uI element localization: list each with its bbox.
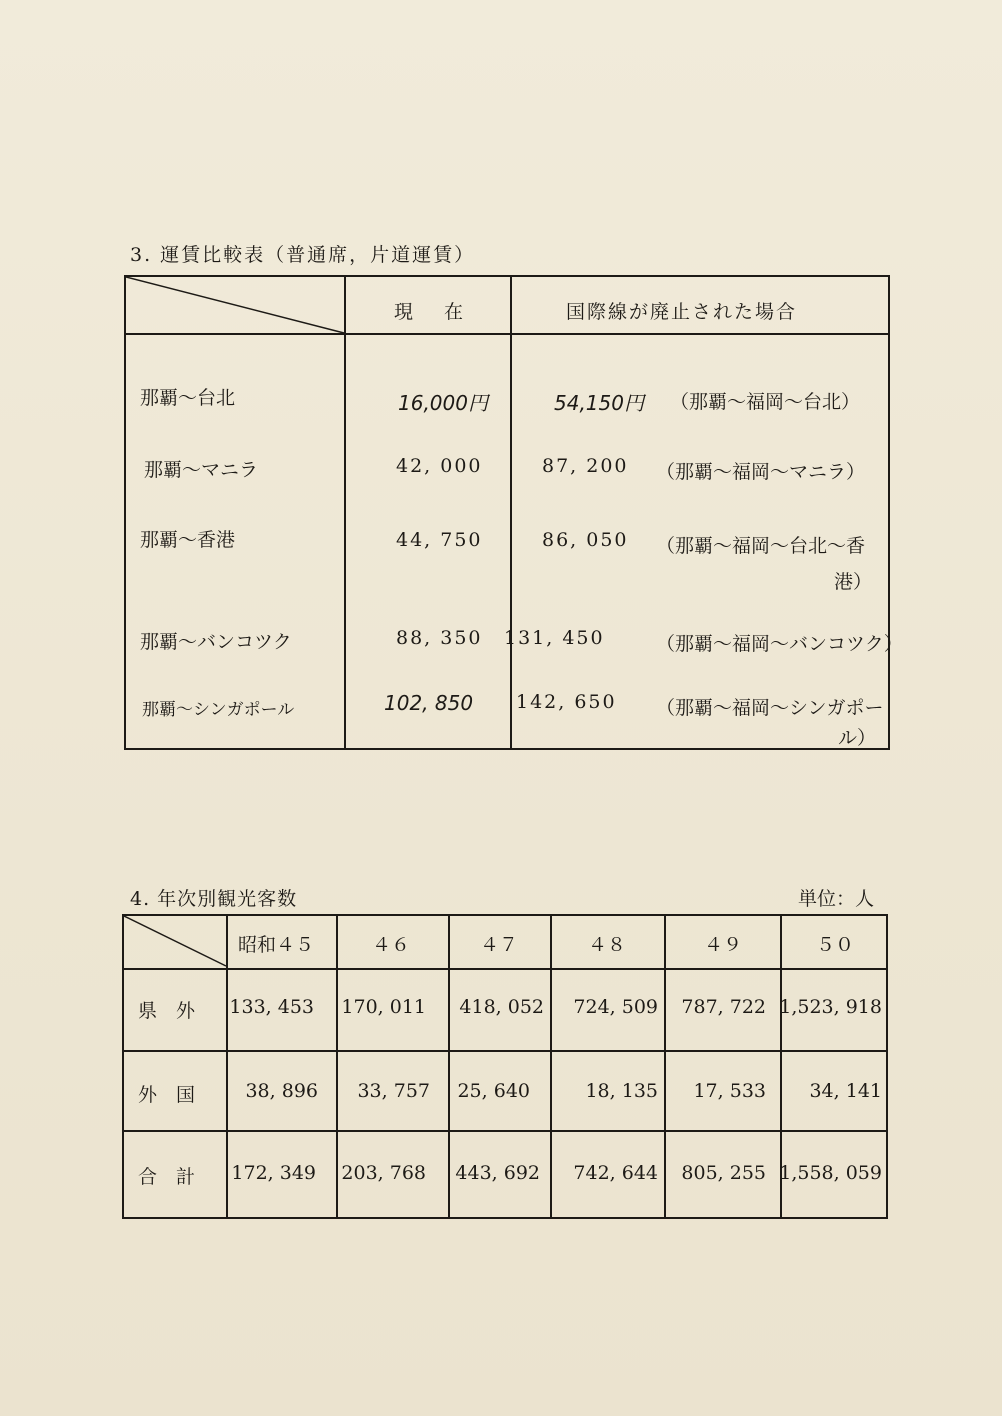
year-header: ４７ [480, 934, 519, 956]
fare-col-divider-1 [344, 277, 346, 748]
tour-col-divider [448, 916, 450, 1217]
tourist-count: 18, 135 [585, 1080, 658, 1102]
fare-current: 42, 000 [396, 455, 483, 477]
tourist-count: 170, 011 [341, 996, 426, 1018]
tourist-count: 133, 453 [229, 996, 314, 1018]
tourist-count: 742, 644 [573, 1162, 658, 1184]
fare-via-route: （那覇～福岡～台北～香 [656, 535, 866, 557]
fare-via-route: （那覇～福岡～シンガポー [656, 697, 884, 719]
tour-row-divider [124, 1050, 886, 1052]
tourist-count: 34, 141 [809, 1080, 882, 1102]
row-label: 合 計 [138, 1166, 196, 1188]
year-header: ４８ [588, 934, 627, 956]
tourist-count: 443, 692 [455, 1162, 540, 1184]
route-label: 那覇～シンガポール [142, 700, 295, 720]
tourist-count: 805, 255 [681, 1162, 766, 1184]
tour-row-divider [124, 968, 886, 970]
tour-col-divider [226, 916, 228, 1217]
year-header: ４６ [372, 934, 411, 956]
fare-current: 88, 350 [396, 627, 483, 649]
tourist-count: 1,523, 918 [779, 996, 882, 1018]
tour-row-divider [124, 1130, 886, 1132]
tourist-count: 418, 052 [459, 996, 544, 1018]
tourist-count: 203, 768 [341, 1162, 426, 1184]
fare-current: 16,000円 [398, 391, 488, 415]
fare-abolished: 142, 650 [516, 691, 617, 713]
section3-heading: 3. 運賃比較表（普通席，片道運賃） [130, 244, 476, 266]
year-header: ４９ [704, 934, 743, 956]
tourist-count: 25, 640 [457, 1080, 530, 1102]
route-label: 那覇～台北 [140, 387, 236, 409]
col-header-current: 現 在 [394, 301, 470, 323]
route-label: 那覇～マニラ [144, 459, 259, 481]
col-header-abolished: 国際線が廃止された場合 [566, 301, 798, 323]
row-label: 県 外 [138, 1000, 196, 1022]
unit-label: 単位：人 [798, 888, 875, 910]
row-label: 外 国 [138, 1084, 196, 1106]
year-header: ５０ [816, 934, 855, 956]
fare-via-route: （那覇～福岡～マニラ） [656, 461, 866, 483]
fare-abolished: 86, 050 [542, 529, 629, 551]
fare-via-route-continued: 港） [834, 571, 873, 593]
tourist-count: 1,558, 059 [779, 1162, 882, 1184]
fare-current: 44, 750 [396, 529, 483, 551]
tour-col-divider [336, 916, 338, 1217]
route-label: 那覇～バンコツク [140, 631, 292, 653]
tourist-count-table [122, 914, 888, 1219]
tourist-count: 38, 896 [245, 1080, 318, 1102]
year-header: 昭和４５ [238, 934, 315, 956]
tourist-count: 787, 722 [681, 996, 766, 1018]
fare-current: 102, 850 [384, 691, 474, 715]
fare-comparison-table [124, 275, 903, 750]
tourist-count: 172, 349 [231, 1162, 316, 1184]
tour-col-divider [550, 916, 552, 1217]
tourist-count: 33, 757 [357, 1080, 430, 1102]
tourist-count: 724, 509 [573, 996, 658, 1018]
fare-via-route-continued: ル） [838, 727, 877, 749]
header-diagonal-line [124, 916, 228, 970]
fare-header-divider [126, 333, 888, 335]
fare-abolished: 87, 200 [542, 455, 629, 477]
tour-col-divider [664, 916, 666, 1217]
fare-via-route: （那覇～福岡～台北） [670, 391, 861, 413]
section4-heading: 4. 年次別観光客数 [130, 888, 298, 910]
fare-col-divider-2 [510, 277, 512, 748]
fare-via-route: （那覇～福岡～バンコツク） [656, 633, 903, 655]
header-diagonal-line [126, 277, 346, 337]
fare-abolished: 131, 450 [504, 627, 605, 649]
fare-abolished: 54,150円 [554, 391, 644, 415]
tourist-count: 17, 533 [693, 1080, 766, 1102]
route-label: 那覇～香港 [140, 529, 236, 551]
